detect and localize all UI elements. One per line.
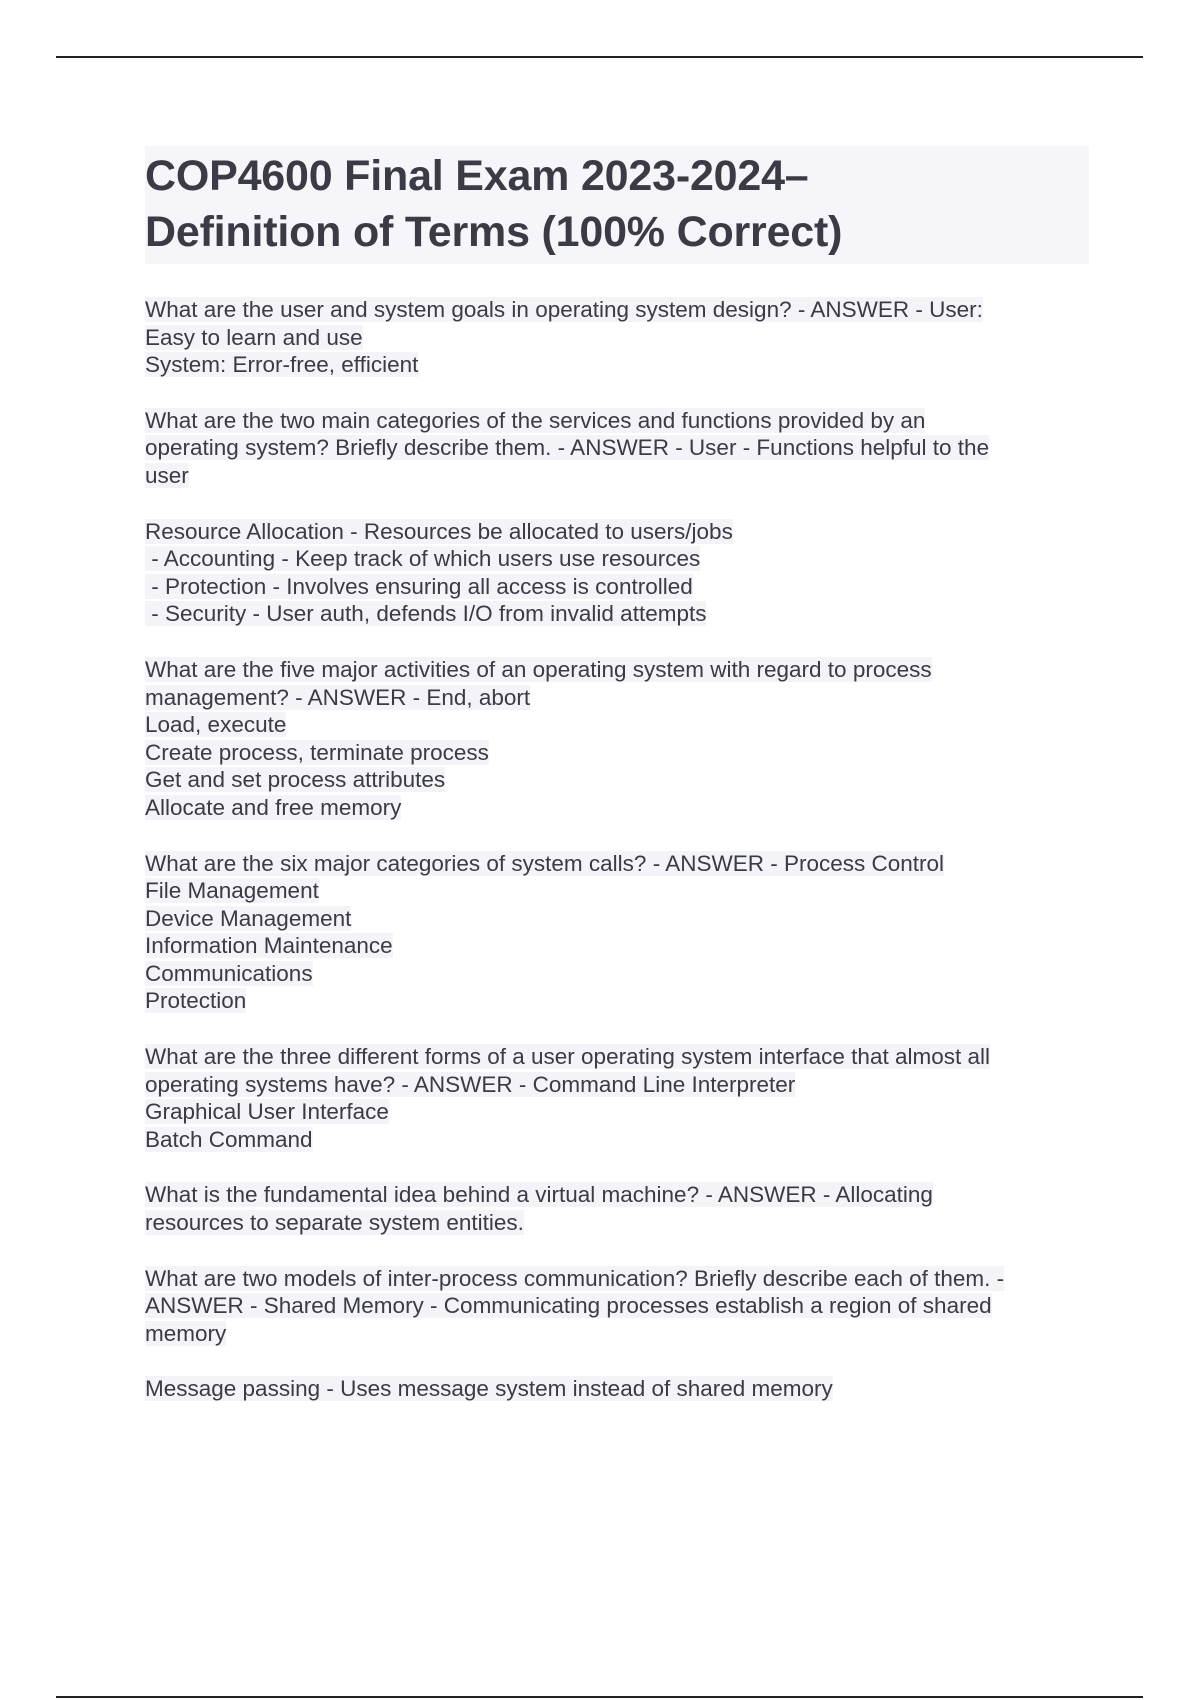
text-line: What is the fundamental idea behind a virtual machine? - ANSWER - Allocating [145, 1182, 933, 1208]
text-line: - Security - User auth, defends I/O from invalid attempts [145, 601, 707, 627]
text-line: operating system? Briefly describe them. - ANSWER - User - Functions helpful to the [145, 435, 990, 461]
message-passing [145, 1375, 1089, 1403]
text-line: Batch Command [145, 1126, 313, 1152]
text-line: What are the five major activities of an operating system with regard to process [145, 656, 932, 682]
bottom-rule [56, 1696, 1143, 1698]
text-line: Load, execute [145, 712, 287, 738]
title-line-2: Definition of Terms (100% Correct) [145, 208, 843, 256]
qa-process-management [145, 656, 1089, 822]
qa-system-call-categories [145, 850, 1089, 1016]
text-line: Allocate and free memory [145, 794, 402, 820]
text-line: user [145, 462, 189, 488]
text-line: ANSWER - Shared Memory - Communicating processes establish a region of shared [145, 1293, 992, 1319]
top-rule [56, 56, 1143, 58]
resource-allocation-list [145, 518, 1089, 628]
text-line: What are the three different forms of a user operating system interface that almost all [145, 1044, 990, 1070]
text-line: - Accounting - Keep track of which users use resources [145, 546, 701, 572]
text-line: System: Error-free, efficient [145, 352, 419, 378]
qa-ipc-models [145, 1265, 1089, 1348]
document-title [145, 146, 1089, 264]
text-line: memory [145, 1320, 227, 1346]
text-line: Communications [145, 960, 313, 986]
qa-interface-forms [145, 1043, 1089, 1153]
qa-service-categories [145, 407, 1089, 490]
text-line: What are the two main categories of the services and functions provided by an [145, 407, 926, 433]
qa-virtual-machine [145, 1181, 1089, 1236]
text-line: operating systems have? - ANSWER - Command Line Interpreter [145, 1071, 796, 1097]
text-line: What are two models of inter-process communication? Briefly describe each of them. - [145, 1265, 1005, 1291]
qa-user-system-goals [145, 296, 1089, 379]
text-line: Message passing - Uses message system instead of shared memory [145, 1376, 833, 1402]
text-line: management? - ANSWER - End, abort [145, 684, 531, 710]
text-line: Graphical User Interface [145, 1099, 389, 1125]
text-line: What are the user and system goals in operating system design? - ANSWER - User: [145, 297, 983, 322]
text-line: resources to separate system entities. [145, 1210, 524, 1236]
text-line: File Management [145, 878, 319, 904]
document-content [145, 146, 1089, 1431]
text-line: Get and set process attributes [145, 767, 446, 793]
text-line: What are the six major categories of system calls? - ANSWER - Process Control [145, 850, 945, 876]
text-line: - Protection - Involves ensuring all access is controlled [145, 573, 693, 599]
text-line: Easy to learn and use [145, 324, 363, 350]
document-body [145, 296, 1089, 1403]
text-line: Device Management [145, 905, 352, 931]
text-line: Information Maintenance [145, 933, 393, 959]
title-line-1: COP4600 Final Exam 2023-2024– [145, 152, 809, 200]
text-line: Create process, terminate process [145, 739, 489, 765]
text-line: Protection [145, 988, 247, 1014]
text-line: Resource Allocation - Resources be allocated to users/jobs [145, 518, 733, 544]
